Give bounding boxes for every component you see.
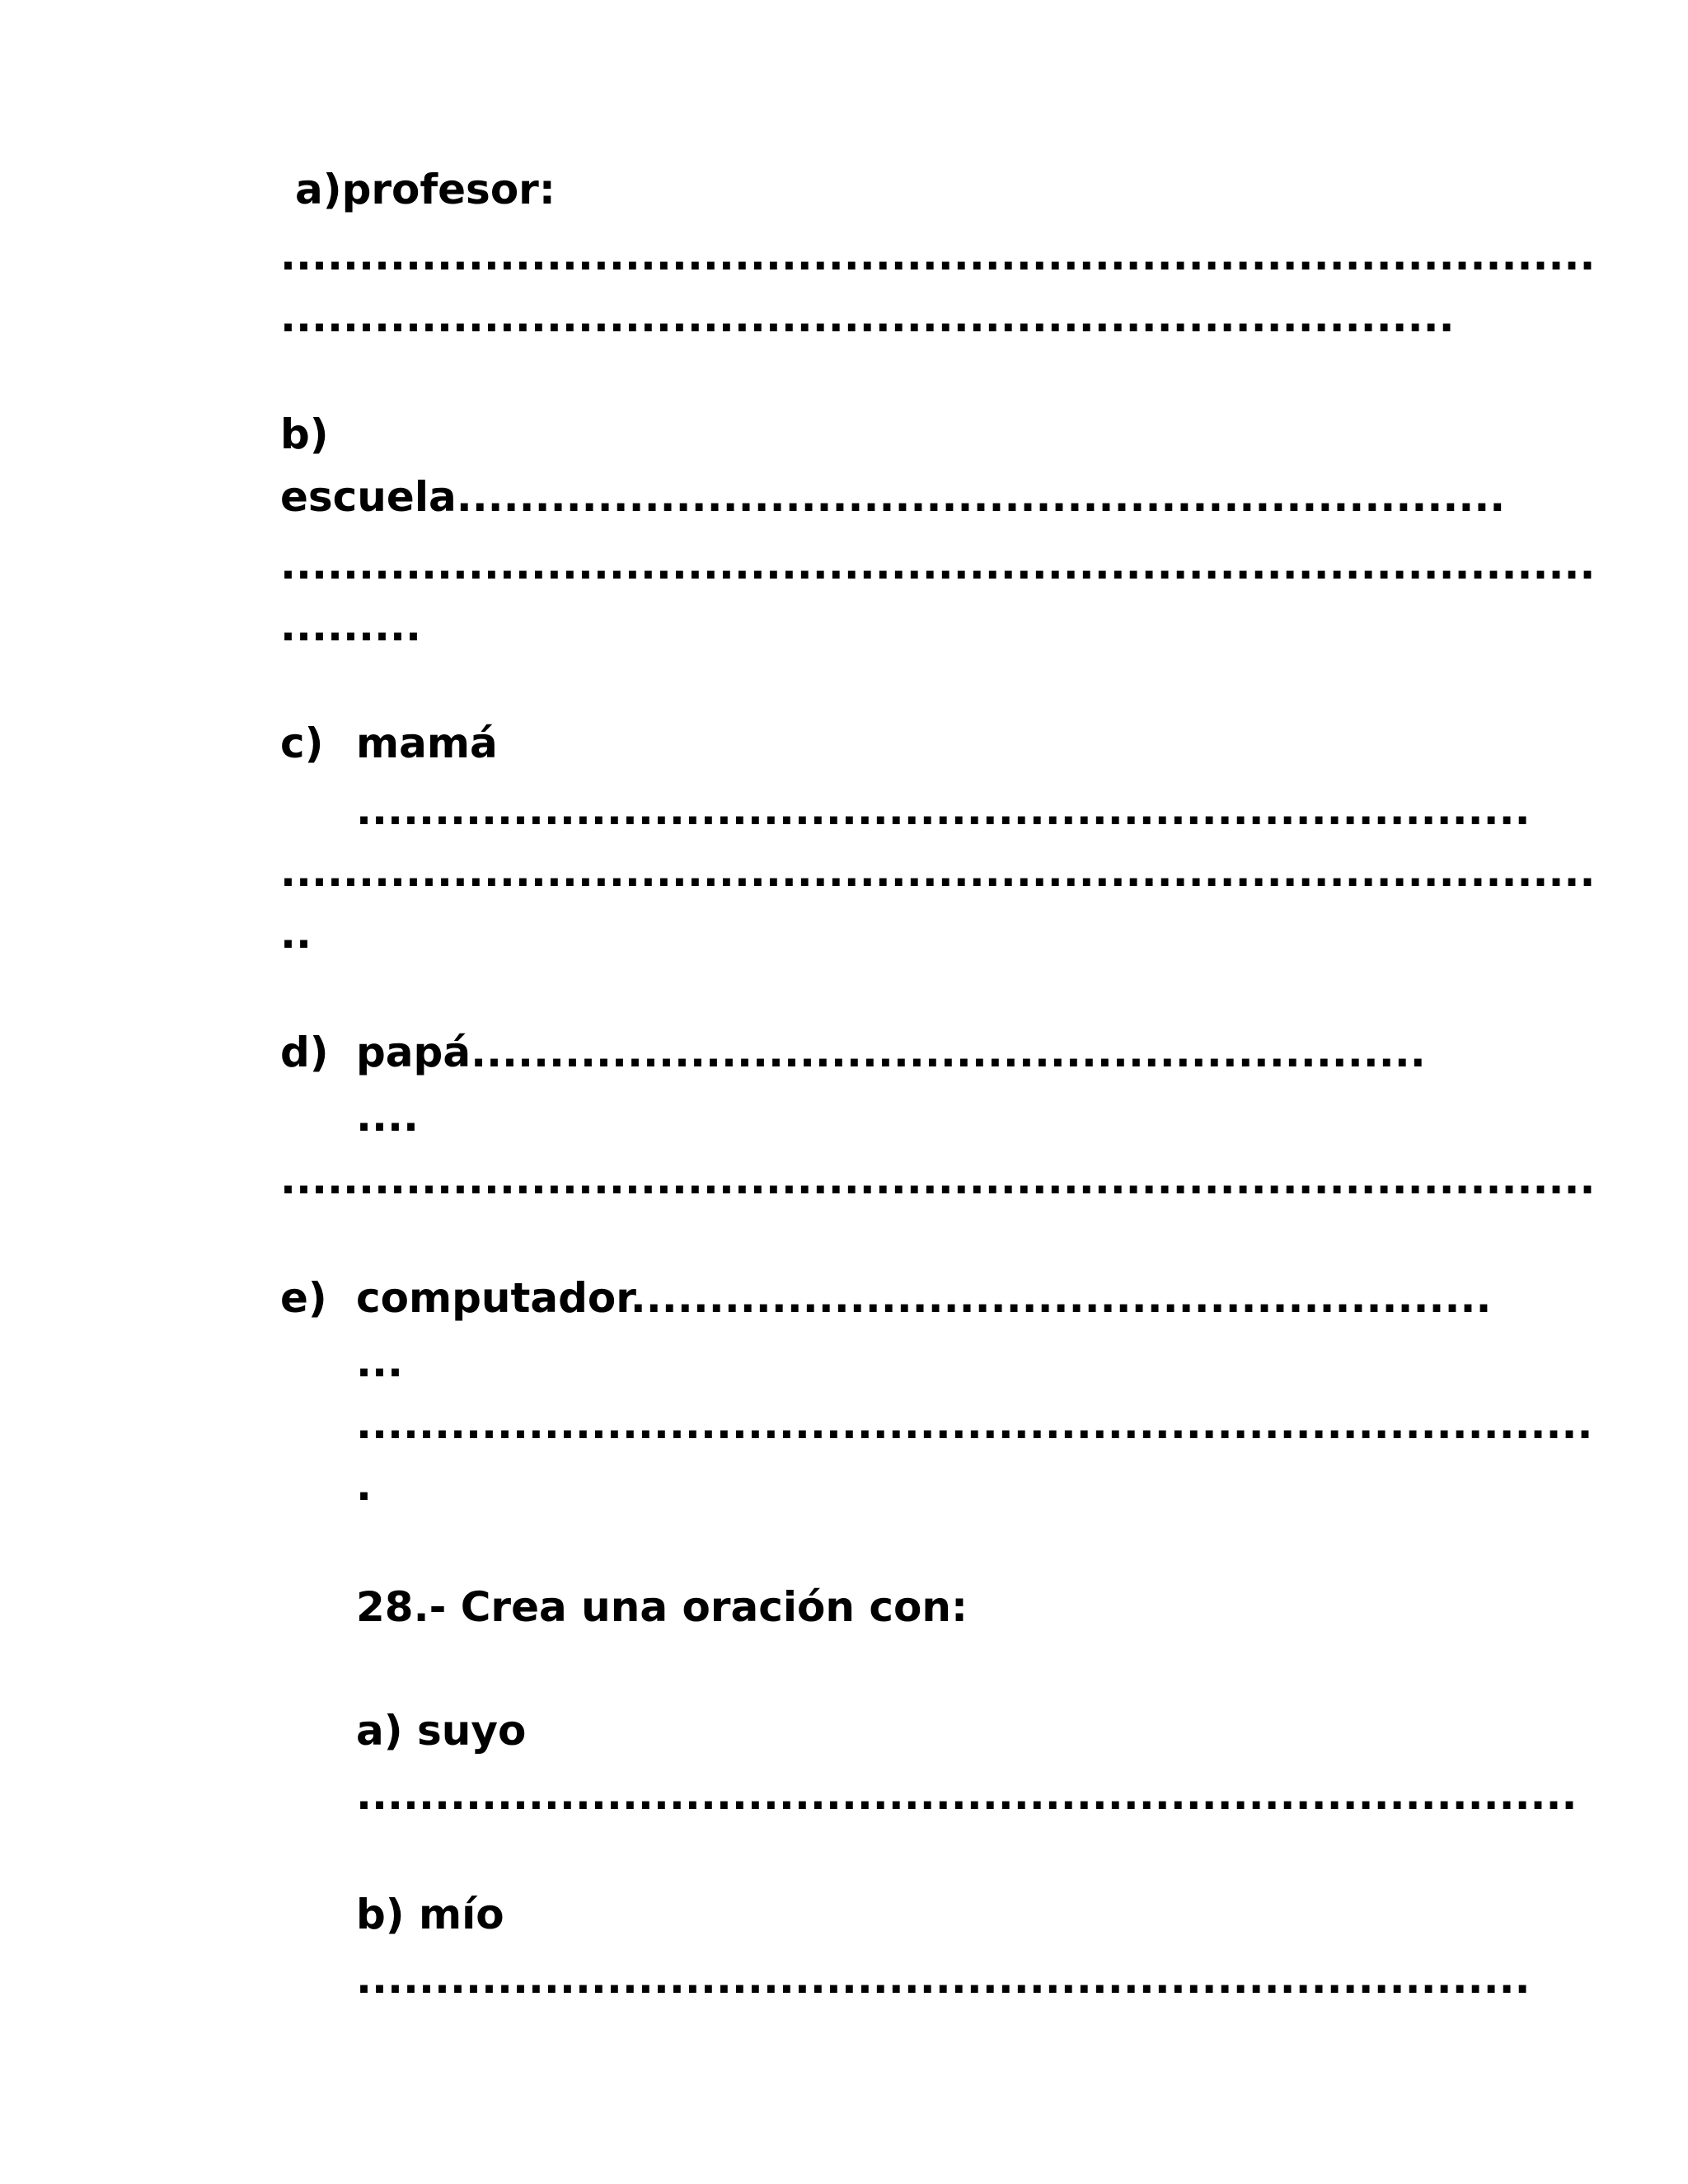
item-e-label: e) [280, 1274, 327, 1322]
item-c-answer-line-2: .................................................................................... [280, 848, 1596, 896]
item-d-answer-line-1: .... [356, 1093, 419, 1141]
item-d-label: d) [280, 1029, 329, 1076]
question-28-item-a-answer-line: .............................................................................. [356, 1771, 1578, 1819]
item-c-label: c) [280, 719, 324, 767]
item-e-answer-line-2: ............................................................................... [356, 1400, 1593, 1448]
item-d-answer-line-2: .................................................................................... [280, 1155, 1596, 1203]
item-b-word-line: escuela................................................................... [280, 473, 1506, 521]
question-28-item-b-label: b) mío [356, 1891, 504, 1938]
item-e-word-line: computador....................................................... [356, 1274, 1492, 1322]
item-a-label: a)profesor: [295, 166, 556, 213]
item-c-answer-line-1: ........................................................................... [356, 786, 1531, 834]
item-b-answer-line-1: .................................................................................... [280, 541, 1596, 588]
item-c-answer-line-3: .. [280, 910, 312, 958]
item-a-answer-line-2: ........................................................................... [280, 293, 1455, 341]
question-28-item-b-answer-line: ........................................................................... [356, 1955, 1531, 2003]
item-e-answer-line-3: . [356, 1462, 372, 1510]
item-e-answer-line-1: ... [356, 1338, 403, 1386]
item-b-answer-line-2: ......... [280, 602, 421, 650]
question-28-item-a-label: a) suyo [356, 1707, 527, 1755]
item-c-word: mamá [356, 719, 498, 767]
item-b-label: b) [280, 410, 329, 458]
item-a-answer-line-1: .................................................................................... [280, 232, 1596, 279]
question-28-title: 28.- Crea una oración con: [356, 1583, 968, 1631]
item-d-word-line: papá............................................................. [356, 1029, 1426, 1076]
